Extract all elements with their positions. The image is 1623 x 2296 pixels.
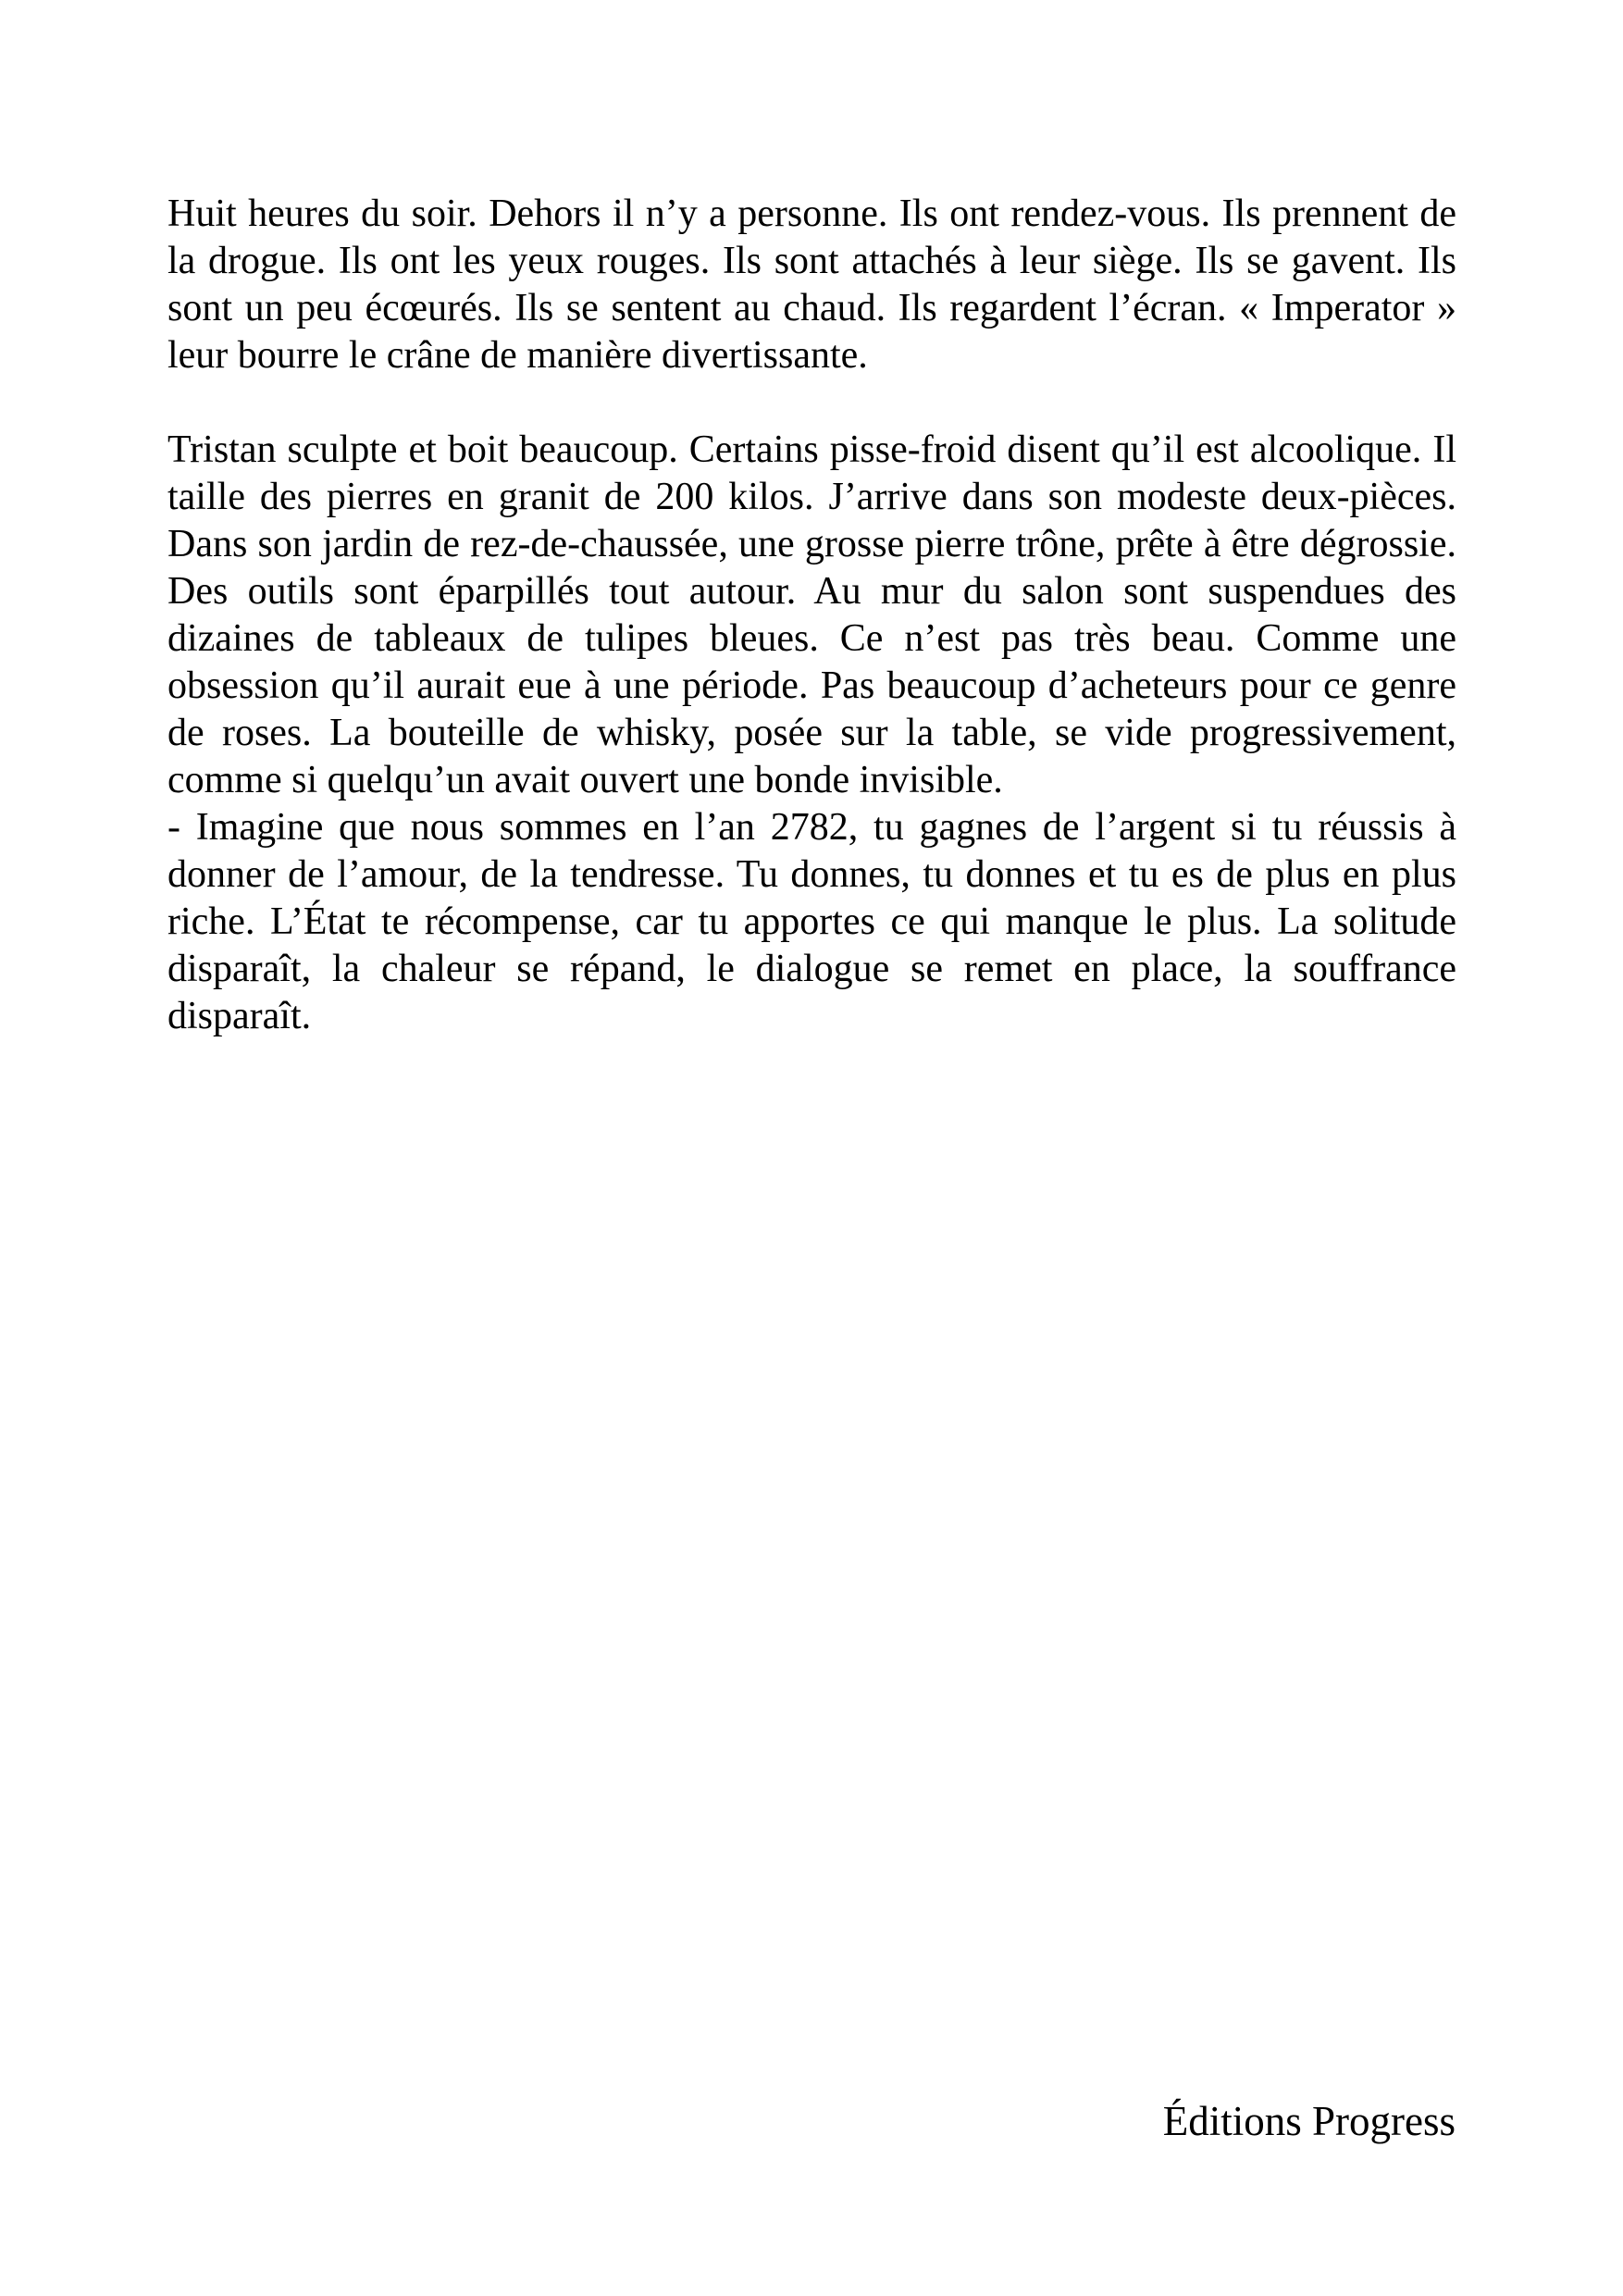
paragraph-tristan: Tristan sculpte et boit beaucoup. Certains pisse-froid disent qu’il est alcoolique. Il taille des pierres en granit de 200 kilos. J’arrive dans son modeste deux-pièces. Dans son jardin de rez-de-chaussée, une grosse pierre trône, prête à être dégrossie. Des outils sont éparpillés tout autour. Au mur du salon sont suspendues des dizaines de tableaux de tulipes bleues. Ce n’est pas très beau. Comme une obsession qu’il aurait eue à une période. Pas beaucoup d’acheteurs pour ce genre de roses. La bouteille de whisky, posée sur la table, se vide progressivement, comme si quelqu’un avait ouvert une bonde invisible. [167,428,1456,801]
paragraph-evening-scene: Huit heures du soir. Dehors il n’y a personne. Ils ont rendez-vous. Ils prennent de la drogue. Ils ont les yeux rouges. Ils sont attachés à leur siège. Ils se gavent. Ils sont un peu écœurés. Ils se sentent au chaud. Ils regardent l’écran. « Imperator » leur bourre le crâne de manière divertissante. [167,192,1456,377]
publisher-name: Éditions Progress [1162,2098,1456,2144]
body-text [167,191,1456,1040]
paragraph-dialogue: - Imagine que nous sommes en l’an 2782, tu gagnes de l’argent si tu réussis à donner de l’amour, de la tendresse. Tu donnes, tu donnes et tu es de plus en plus riche. L’État te récompense, car tu apportes ce qui manque le plus. La solitude disparaît, la chaleur se répand, le dialogue se remet en place, la souffrance disparaît. [167,806,1456,1037]
